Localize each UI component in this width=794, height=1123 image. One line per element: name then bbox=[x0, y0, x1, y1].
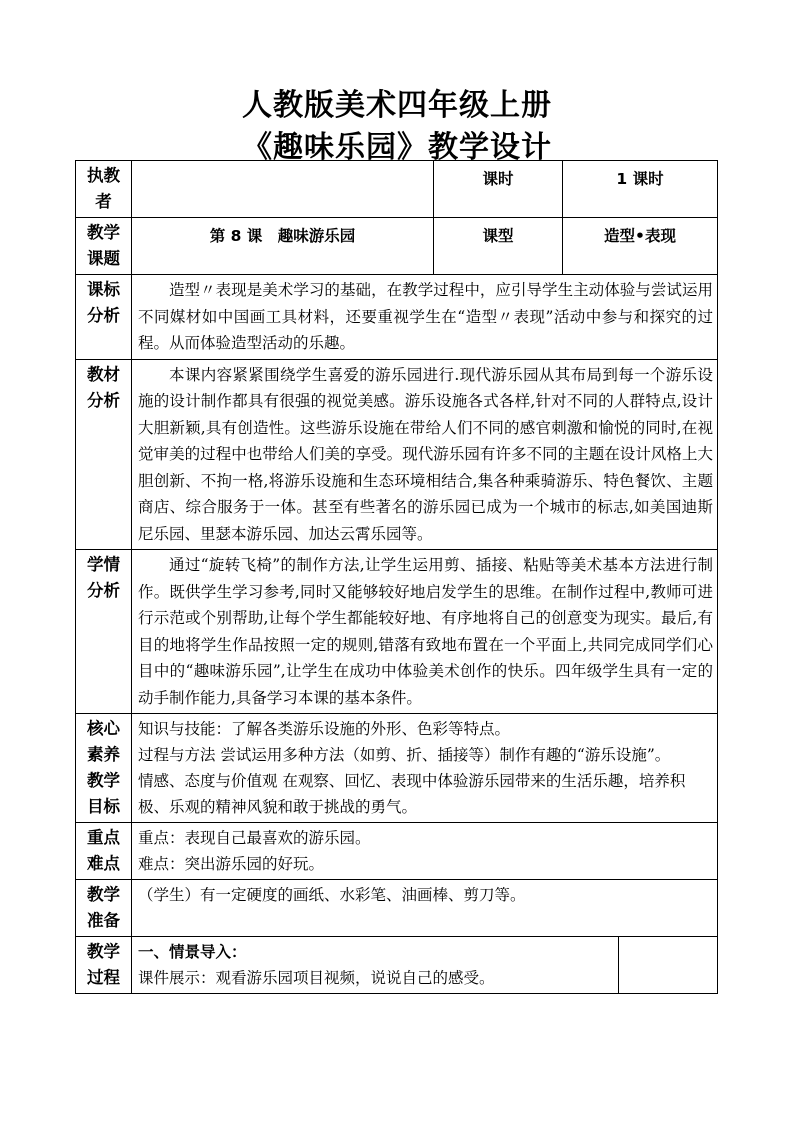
standard-analysis-text: 造型〃表现是美术学习的基础，在教学过程中，应引导学生主动体验与尝试运用不同媒材如中国画工具材料，还要重视学生在“造型〃表现”活动中参与和探究的过程。从而体验造型活动的乐趣。 bbox=[132, 275, 718, 360]
label-standard-analysis: 课标 分析 bbox=[76, 275, 132, 360]
lesson-plan-table bbox=[75, 160, 718, 994]
goal-item: 情感、态度与价值观 在观察、回忆、表现中体验游乐园带来的生活乐趣，培养积极、乐观的精神风貌和敢于挑战的勇气。 bbox=[138, 772, 686, 816]
label-student-analysis: 学情 分析 bbox=[76, 550, 132, 714]
material-analysis-text: 本课内容紧紧围绕学生喜爱的游乐园进行.现代游乐园从其布局到每一个游乐设施的设计制作都具有很强的视觉美感。游乐设施各式各样,针对不同的人群特点,设计大胆新颖,具有创造性。这些游乐设施在带给人们不同的感官刺激和愉悦的同时,在视觉审美的过程中也带给人们美的享受。现代游乐园有许多不同的主题在设计风格上大胆创新、不拘一格,将游乐设施和生态环境相结合,集各种乘骑游乐、特色餐饮、主题商店、综合服务于一体。甚至有些著名的游乐园已成为一个城市的标志,如美国迪斯尼乐园、里瑟本游乐园、加达云霄乐园等。 bbox=[132, 359, 718, 550]
key-point-item: 重点：表现自己最喜欢的游乐园。 bbox=[138, 829, 371, 847]
student-analysis-text: 通过“旋转飞椅”的制作方法,让学生运用剪、插接、粘贴等美术基本方法进行制作。既供学生学习参考,同时又能够较好地启发学生的思维。在制作过程中,教师可进行示范或个别帮助,让每个学生都能较好地、有序地将自己的创意变为现实。最后,有目的地将学生作品按照一定的规则,错落有致地布置在一个平面上,共同完成同学们心目中的“趣味游乐园”,让学生在成功中体验美术创作的快乐。四年级学生具有一定的动手制作能力,具备学习本课的基本条件。 bbox=[132, 550, 718, 714]
type-value: 造型•表现 bbox=[563, 218, 718, 275]
label-preparation: 教学 准备 bbox=[76, 880, 132, 937]
document-title-line-1: 人教版美术四年级上册 bbox=[242, 88, 552, 123]
label-period: 课时 bbox=[434, 161, 563, 218]
process-heading: 一、情景导入： bbox=[138, 943, 247, 961]
document-title-line-2: 《趣味乐园》教学设计 bbox=[242, 130, 552, 165]
topic-value: 第 8 课 趣味游乐园 bbox=[132, 218, 434, 275]
period-value: 1 课时 bbox=[563, 161, 718, 218]
teaching-goals-list bbox=[132, 714, 718, 823]
key-points-list bbox=[132, 823, 718, 880]
label-teaching-goals: 核心 素养 教学 目标 bbox=[76, 714, 132, 823]
row-preparation bbox=[76, 880, 718, 937]
preparation-text: （学生）有一定硬度的画纸、水彩笔、油画棒、剪刀等。 bbox=[132, 880, 718, 937]
row-student-analysis bbox=[76, 550, 718, 714]
label-type: 课型 bbox=[434, 218, 563, 275]
label-material-analysis: 教材 分析 bbox=[76, 359, 132, 550]
label-teaching-process: 教学 过程 bbox=[76, 937, 132, 994]
teacher-name-cell bbox=[132, 161, 434, 218]
row-teaching-goals bbox=[76, 714, 718, 823]
label-key-points: 重点 难点 bbox=[76, 823, 132, 880]
process-side-cell bbox=[619, 937, 718, 994]
row-teacher bbox=[76, 161, 718, 218]
key-point-item: 难点：突出游乐园的好玩。 bbox=[138, 855, 325, 873]
row-material-analysis bbox=[76, 359, 718, 550]
row-key-points bbox=[76, 823, 718, 880]
goal-item: 知识与技能：了解各类游乐设施的外形、色彩等特点。 bbox=[138, 720, 511, 738]
goal-item: 过程与方法 尝试运用多种方法（如剪、折、插接等）制作有趣的“游乐设施”。 bbox=[138, 746, 671, 764]
label-teacher: 执教 者 bbox=[76, 161, 132, 218]
row-standard-analysis bbox=[76, 275, 718, 360]
row-topic bbox=[76, 218, 718, 275]
row-teaching-process bbox=[76, 937, 718, 994]
teaching-process-content bbox=[132, 937, 619, 994]
label-topic: 教学 课题 bbox=[76, 218, 132, 275]
process-text: 课件展示：观看游乐园项目视频，说说自己的感受。 bbox=[138, 969, 495, 987]
